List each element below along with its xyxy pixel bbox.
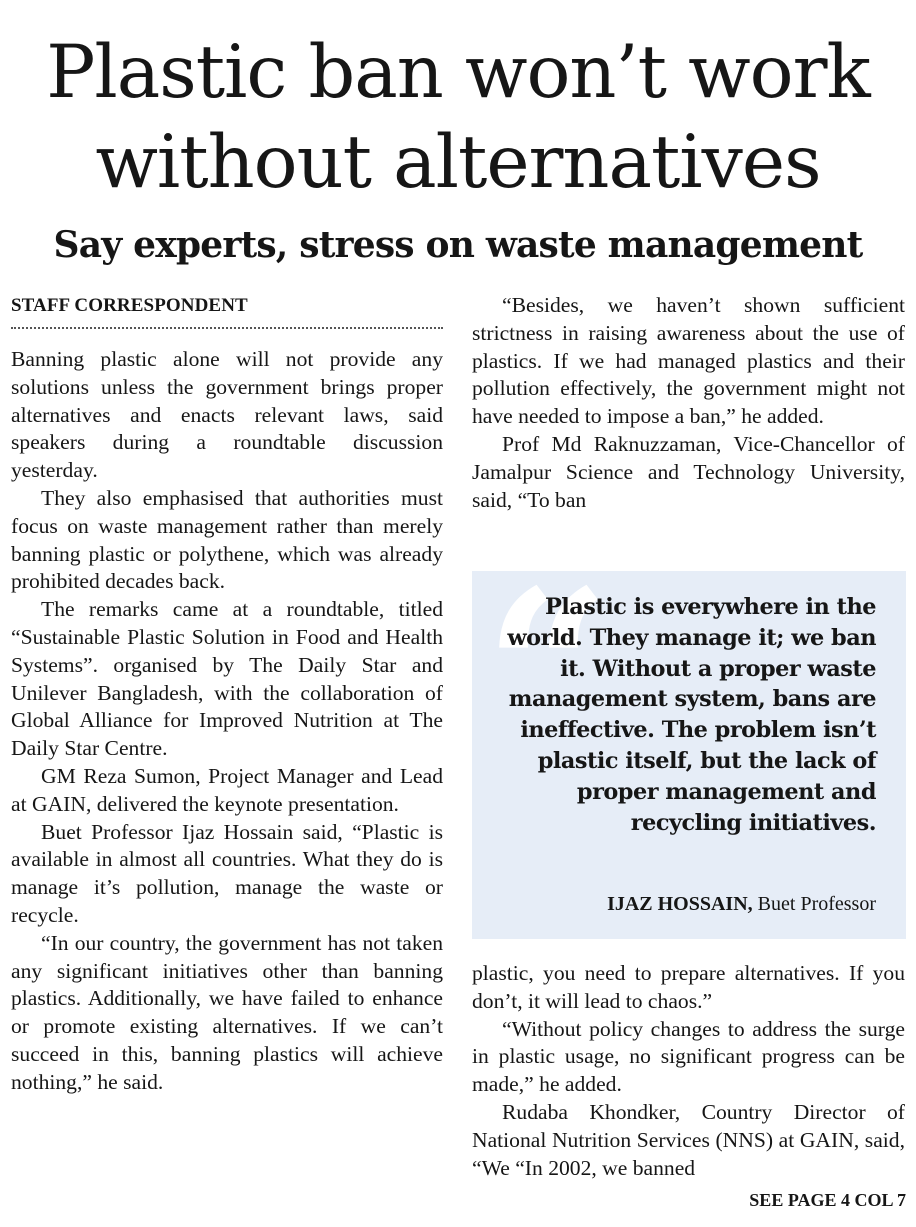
- paragraph: The remarks came at a roundtable, titled “Sustainable Plastic Solution in Food and Health Systems”. organised by The Daily Star and Unilever Bangladesh, with the collaboration of Global Alliance for Improved Nutrition at The Daily Star Centre.: [11, 597, 443, 761]
- continued-on-page[interactable]: SEE PAGE 4 COL 7: [749, 1190, 906, 1210]
- quotation-mark-icon: “: [484, 541, 611, 800]
- subheadline: Say experts, stress on waste management: [53, 224, 863, 266]
- headline-line-1: Plastic ban won’t work: [46, 30, 870, 115]
- paragraph: Prof Md Raknuzzaman, Vice-Chancellor of Jamalpur Science and Technology University, said, “To ban: [472, 431, 905, 512]
- pull-quote-title: Buet Professor: [757, 893, 876, 915]
- pull-quote: [472, 541, 906, 939]
- paragraph: “In our country, the government has not taken any significant initiatives other than banning plastics. Additionally, we have failed to enhance or promote existing alternatives. If we can’t succeed in this, banning plastics will achieve nothing,” he said.: [11, 930, 443, 1094]
- paragraph: They also emphasised that authorities must focus on waste management rather than merely banning plastic or polythene, which was already prohibited decades back.: [11, 485, 443, 594]
- headline: [0, 28, 916, 208]
- paragraph: “Without policy changes to address the surge in plastic usage, no significant progress can be made,” he added.: [472, 1016, 905, 1097]
- paragraph: plastic, you need to prepare alternatives. If you don’t, it will lead to chaos.”: [472, 961, 905, 1013]
- article-column-2-top: [472, 292, 905, 514]
- pull-quote-text: Plastic is everywhere in the world. They manage it; we ban it. Without a proper waste management system, bans are ineffective. The problem isn’t plastic itself, but the lack of proper management and recycling initiatives.: [507, 594, 876, 836]
- paragraph: Banning plastic alone will not provide any solutions unless the government brings proper alternatives and enacts relevant laws, said speakers during a roundtable discussion yesterday.: [11, 347, 443, 483]
- byline-divider: [11, 327, 443, 329]
- paragraph: “Besides, we haven’t shown sufficient strictness in raising awareness about the use of plastics. If we had managed plastics and their pollution effectively, the government might not have needed to impose a ban,” he added.: [472, 293, 905, 429]
- pull-quote-attribution: [607, 892, 876, 916]
- paragraph: GM Reza Sumon, Project Manager and Lead at GAIN, delivered the keynote presentation.: [11, 763, 443, 816]
- headline-line-2: without alternatives: [95, 120, 821, 205]
- byline: STAFF CORRESPONDENT: [11, 295, 248, 316]
- paragraph: Rudaba Khondker, Country Director of National Nutrition Services (NNS) at GAIN, said, “We “In 2002, we banned: [472, 1099, 905, 1180]
- paragraph: Buet Professor Ijaz Hossain said, “Plastic is available in almost all countries. What they do is manage it’s pollution, manage the waste or recycle.: [11, 819, 443, 927]
- article-column-2-bottom: [472, 960, 905, 1182]
- pull-quote-name: IJAZ HOSSAIN,: [607, 893, 753, 915]
- article-column-1: [11, 346, 443, 1097]
